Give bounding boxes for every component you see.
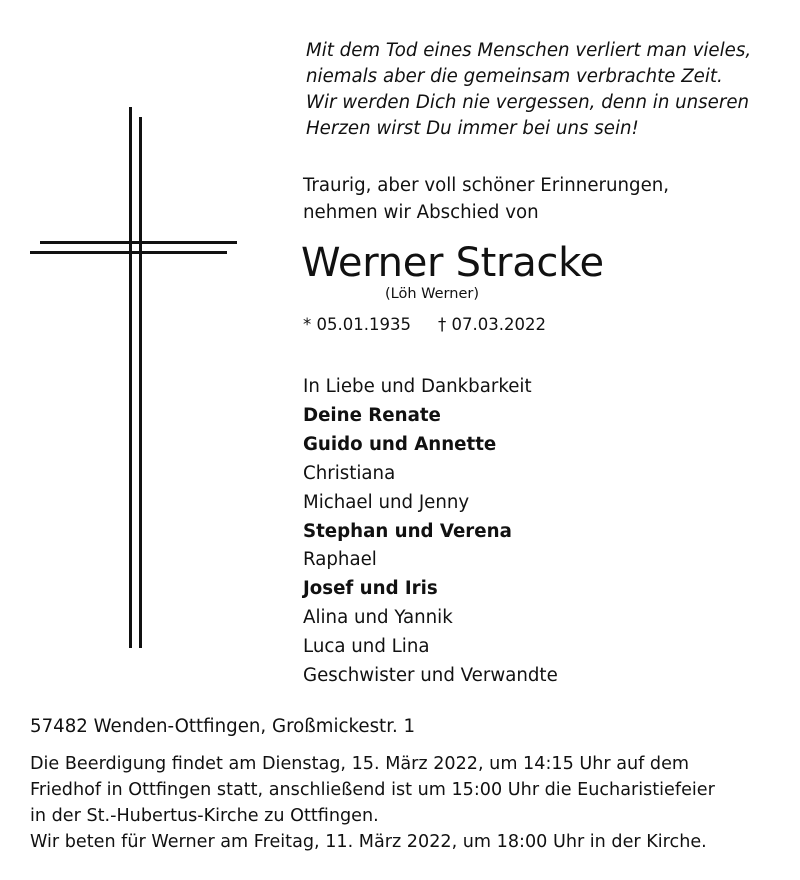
mourner-line: Geschwister und Verwandte [303, 665, 558, 687]
deceased-name: Werner Stracke [301, 240, 604, 286]
quote-line: Wir werden Dich nie vergessen, denn in unseren [306, 92, 750, 113]
mourner-line: Stephan und Verena [303, 520, 512, 542]
death-date: † 07.03.2022 [438, 315, 546, 334]
intro-line: nehmen wir Abschied von [303, 202, 539, 223]
cross-icon [0, 0, 260, 660]
mourner-line: Alina und Yannik [303, 607, 453, 629]
family-address: 57482 Wenden-Ottfingen, Großmickestr. 1 [30, 716, 416, 737]
life-dates [303, 314, 546, 336]
deceased-nickname: (Löh Werner) [385, 286, 479, 302]
funeral-details [30, 751, 790, 855]
funeral-line: Wir beten für Werner am Freitag, 11. März 2022, um 18:00 Uhr in der Kirche. [30, 832, 707, 852]
mourner-line: Guido und Annette [303, 433, 497, 455]
mourner-line: Christiana [303, 462, 396, 484]
farewell-intro [303, 172, 669, 226]
mourner-line: Josef und Iris [303, 578, 438, 600]
mourners-list [303, 373, 558, 691]
quote-line: niemals aber die gemeinsam verbrachte Zeit. [306, 66, 723, 87]
quote-line: Herzen wirst Du immer bei uns sein! [306, 118, 639, 139]
memorial-quote [306, 38, 786, 142]
mourner-line: Luca und Lina [303, 636, 430, 658]
mourner-line: Deine Renate [303, 404, 441, 426]
funeral-line: in der St.-Hubertus-Kirche zu Ottfingen. [30, 806, 379, 826]
mourner-line: In Liebe und Dankbarkeit [303, 376, 532, 397]
mourner-line: Raphael [303, 549, 377, 571]
quote-line: Mit dem Tod eines Menschen verliert man vieles, [306, 40, 752, 61]
mourner-line: Michael und Jenny [303, 491, 470, 513]
funeral-line: Die Beerdigung findet am Dienstag, 15. März 2022, um 14:15 Uhr auf dem [30, 754, 690, 774]
intro-line: Traurig, aber voll schöner Erinnerungen, [303, 175, 670, 196]
funeral-line: Friedhof in Ottfingen statt, anschließend ist um 15:00 Uhr die Eucharistiefeier [30, 780, 715, 800]
birth-date: * 05.01.1935 [303, 315, 411, 334]
